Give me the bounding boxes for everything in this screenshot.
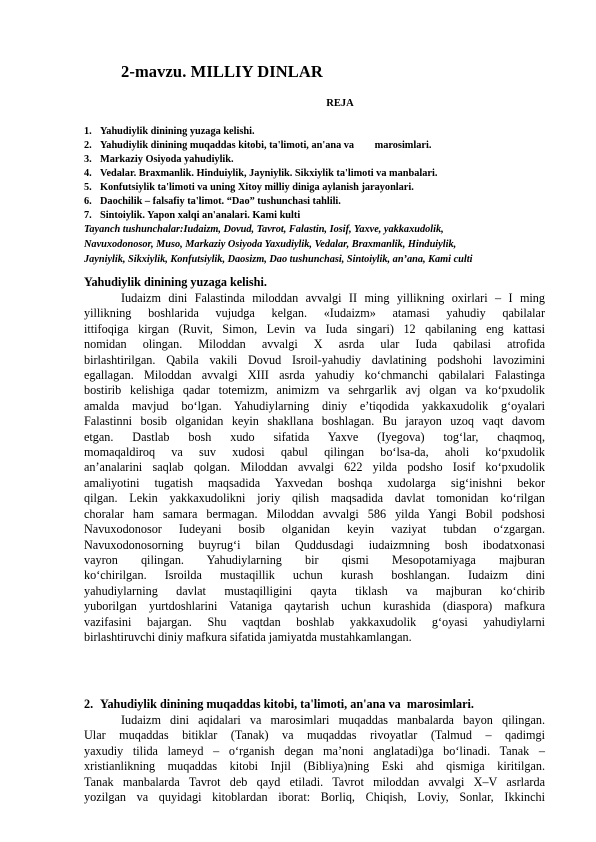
plan-item-number: 2.: [84, 140, 92, 151]
plan-item-number: 5.: [84, 182, 92, 193]
paragraph-line: an’analarini saqlab qolgan. Miloddan avvalgi 622 yilda podsho Iosif ko‘pxudolik: [84, 460, 545, 475]
paragraph-line: Iudaizm dini Falastinda miloddan avvalgi II ming yillikning oxirlari – I ming: [121, 291, 545, 305]
paragraph-line: birlashtirilgan. Qabila vakili Dovud Isroil-yahudiy davlatining podshohi lavozimini: [84, 352, 545, 367]
paragraph-line: Navuxodonosor Iudeyani bosib olganidan keyin vaziyat tubdan o‘zgargan.: [84, 522, 545, 537]
paragraph-line: Ular muqaddas bitiklar (Tanak) va muqaddas rivoyatlar (Talmud – qadimgi: [84, 728, 545, 743]
section-heading-number: 2.: [84, 697, 94, 711]
paragraph-line: vazifasini bajargan. Shu vaqtdan boshlab yakkaxudolik g‘oyasi yahudiylarni: [84, 614, 545, 629]
plan-item: [84, 195, 544, 209]
plan-item-text: Vedalar. Braxmanlik. Hinduiylik, Jayniylik. Sikxiylik ta'limoti va manbalari.: [100, 168, 438, 179]
paragraph-line: nomidan olingan. Miloddan avvalgi X asrda ular Iuda qabilasi atrofida: [84, 337, 545, 352]
section-1-body: [84, 291, 545, 645]
paragraph-line: vayron qilingan. Yahudiylarning bir qismi Mesopotamiyaga majburan: [84, 552, 545, 567]
plan-item-number: 3.: [84, 154, 92, 165]
paragraph-line: Falastinni bosib olganidan keyin shakllana boshlagan. Bu jarayon uzoq vaqt davom: [84, 414, 545, 429]
paragraph-line: amaliyotini tugatish maqsadida Yaxvedan boshqa xudolarga sig‘inishni bekor: [84, 475, 545, 490]
paragraph-line: qilgan. Lekin yakkaxudolikni joriy qilish maqsadida davlat tomonidan ko‘rilgan: [84, 491, 545, 506]
section-heading-text: Yahudiylik dinining muqaddas kitobi, ta'limoti, an'ana va marosimlari.: [100, 697, 474, 711]
paragraph-line: Navuxodonosorning buyrug‘i bilan Quddusdagi iudaizmning bosh ibodatxonasi: [84, 537, 545, 552]
plan-item-text: Yahudiylik dinining muqaddas kitobi, ta'limoti, an'ana va marosimlari.: [100, 140, 432, 151]
paragraph-line: egallagan. Miloddan avvalgi XIII asrda yahudiy ko‘chmanchi qabilalari Falastinga: [84, 368, 545, 383]
section-heading-2: [84, 697, 474, 712]
plan-item-text: Sintoiylik. Yapon xalqi an'analari. Kami kulti: [100, 210, 301, 221]
section-2-body: [84, 713, 545, 805]
plan-item-number: 1.: [84, 126, 92, 137]
plan-item-number: 4.: [84, 168, 92, 179]
plan-list: [84, 125, 544, 223]
key-terms-line: Jayniylik, Sikxiylik, Konfutsiylik, Daosizm, Dao tushunchasi, Sintoiylik, an’ana, Kami culti: [84, 254, 473, 265]
plan-item: [84, 167, 544, 181]
paragraph-line: xristianlikning muqaddas kitobi Injil (Bibliya)ning Eski ahd qismiga kiritilgan.: [84, 759, 545, 774]
plan-item-text: Yahudiylik dinining yuzaga kelishi.: [100, 126, 255, 137]
paragraph-line: bostirib kelishiga qadar totemizm, animizm va sehrgarlik avj olgan va ko‘pxudolik: [84, 383, 545, 398]
plan-item-number: 6.: [84, 196, 92, 207]
section-heading-1: Yahudiylik dinining yuzaga kelishi.: [84, 275, 267, 289]
paragraph-line: yillikning boshlarida vujudga kelgan. «Iudaizm» atamasi yahudiy qabilalar: [84, 306, 545, 321]
plan-item: [84, 125, 544, 139]
plan-item: [84, 209, 544, 223]
paragraph-line: etgan. Dastlab bosh xudo sifatida Yaxve (Iyegova) tog‘lar, chaqmoq,: [84, 429, 545, 444]
key-terms-line: Navuxodonosor, Muso, Markaziy Osiyoda Yaxudiylik, Vedalar, Braxmanlik, Hinduiylik,: [84, 239, 457, 250]
paragraph-line: Tanak manbalarda Tavrot deb qayd etiladi. Tavrot miloddan avvalgi X–V asrlarda: [84, 774, 545, 789]
paragraph-line: yaxudiy tilida lameyd – o‘rganish degan ma’noni anglatadi)ga bo‘linadi. Tanak –: [84, 743, 545, 758]
paragraph-line: yahudiylarning davlat mustaqilligini qayta tiklash va majburan ko‘chirib: [84, 583, 545, 598]
plan-item: [84, 139, 544, 153]
plan-item: [84, 181, 544, 195]
plan-heading: REJA: [326, 98, 354, 109]
paragraph-line: Iudaizm dini aqidalari va marosimlari muqaddas manbalarda bayon qilingan.: [121, 713, 545, 727]
plan-item-text: Konfutsiylik ta'limoti va uning Xitoy milliy diniga aylanish jarayonlari.: [100, 182, 414, 193]
paragraph-line: momaqaldiroq va suv xudosi qabul qilingan bo‘lsa-da, aholi ko‘pxudolik: [84, 445, 545, 460]
paragraph-line: amalda mavjud bo‘lgan. Yahudiylarning diniy e’tiqodida yakkaxudolik g‘oyalari: [84, 398, 545, 413]
paragraph-line: ittifoqiga kirgan (Ruvit, Simon, Levin va Iuda singari) 12 qabilaning eng kattasi: [84, 321, 545, 336]
paragraph-line: yuborilgan yurtdoshlarini Vataniga qaytarish uchun kurashida (diaspora) mafkura: [84, 599, 545, 614]
paragraph-line: ko‘chirilgan. Isroilda mustaqillik uchun kurash boshlangan. Iudaizm dini: [84, 568, 545, 583]
key-terms-line: Tayanch tushunchalar:Iudaizm, Dovud, Tavrot, Falastin, Iosif, Yaxve, yakkaxudolik,: [84, 224, 444, 235]
key-terms: [84, 222, 544, 267]
paragraph-line: birlashtiruvchi diniy mafkura sifatida jamiyatda mustahkamlangan.: [84, 629, 412, 644]
plan-item: [84, 153, 544, 167]
plan-item-number: 7.: [84, 210, 92, 221]
plan-item-text: Markaziy Osiyoda yahudiylik.: [100, 154, 234, 165]
page-title: 2-mavzu. MILLIY DINLAR: [121, 62, 323, 81]
plan-item-text: Daochilik – falsafiy ta'limot. “Dao” tushunchasi tahlili.: [100, 196, 341, 207]
paragraph-line: yozilgan va quyidagi kitoblardan iborat: Borliq, Chiqish, Loviy, Sonlar, Ikkinchi: [84, 790, 545, 805]
paragraph-line: choralar ham samara bermagan. Miloddan avvalgi 586 yilda Yangi Bobil podshosi: [84, 506, 545, 521]
